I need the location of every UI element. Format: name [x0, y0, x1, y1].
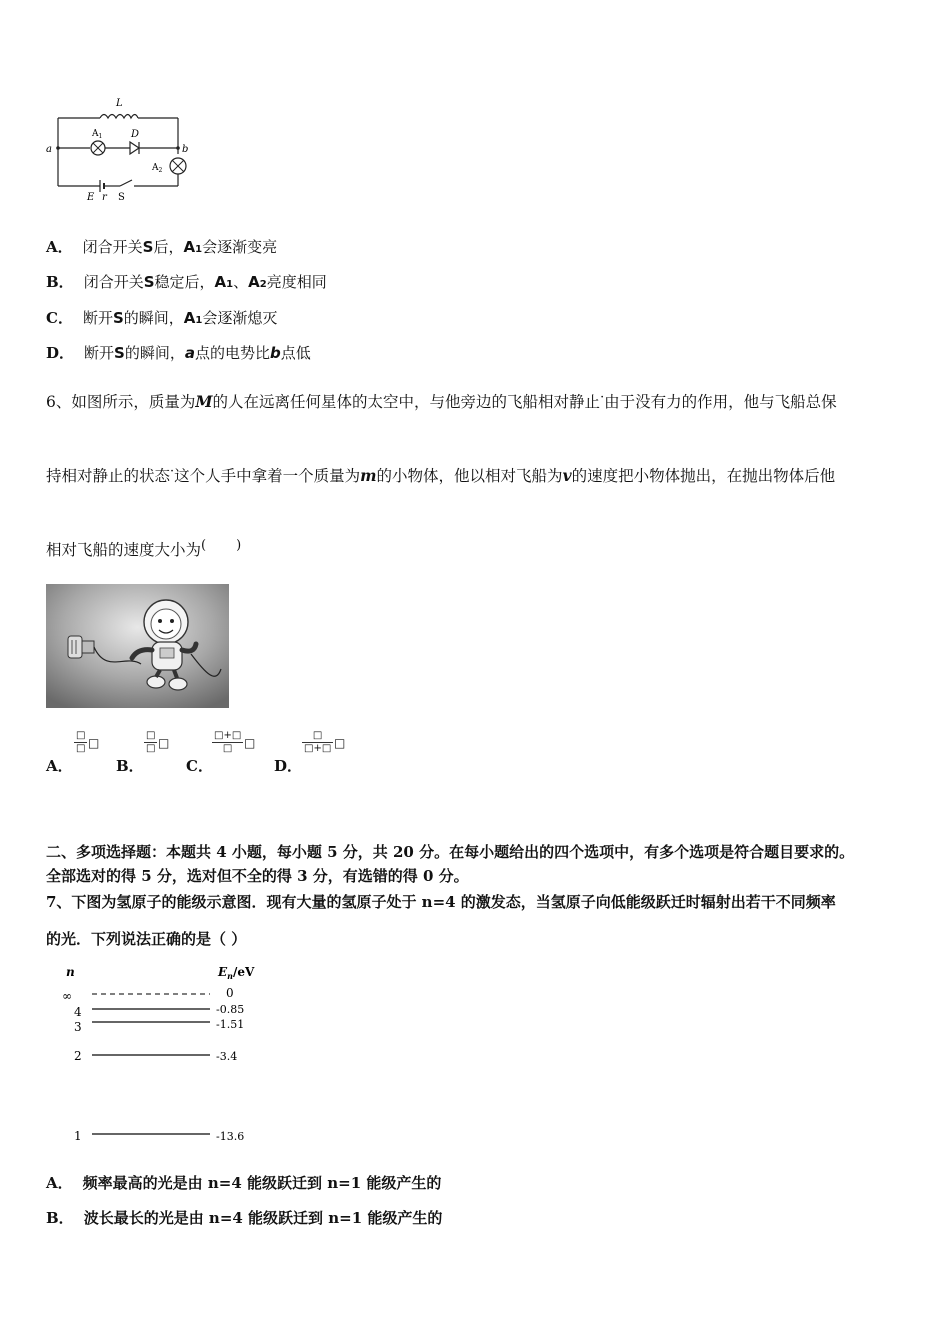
level-n-4: 4: [74, 1005, 82, 1019]
label-r: r: [102, 192, 107, 203]
inductor-coil: [100, 115, 138, 119]
q7-option-b: B． 波长最长的光是由 n=4 能级跃迁到 n=1 能级产生的: [46, 1209, 443, 1227]
level-n-1: 1: [74, 1129, 82, 1143]
level-e-1: -13.6: [216, 1130, 245, 1143]
q7-line-1: 7、下图为氢原子的能级示意图．现有大量的氢原子处于 n=4 的激发态，当氢原子向低能级跃迁时辐射出若干不同频率: [46, 893, 836, 911]
q5-option-a: A． 闭合开关S后，A1会逐渐变亮: [46, 238, 278, 256]
q6-option-b-fraction: □ □: [146, 730, 156, 754]
q6-line-2: 持相对静止的状态·这个人手中拿着一个质量为m的小物体，他以相对飞船为v的速度把小物体抛出，在抛出物体后他: [46, 464, 836, 486]
label-L: L: [116, 98, 123, 109]
q7-option-a: A． 频率最高的光是由 n=4 能级跃迁到 n=1 能级产生的: [46, 1174, 442, 1192]
circuit-diagram: [40, 96, 200, 206]
level-e-2: -3.4: [216, 1050, 238, 1063]
level-n-3: 3: [74, 1020, 82, 1034]
diode-symbol: [130, 142, 139, 154]
q6-line-1: 6、如图所示，质量为M的人在远离任何星体的太空中，与他旁边的飞船相对静止·由于没有力的作用，他与飞船总保: [46, 390, 837, 412]
level-e-inf: 0: [226, 986, 234, 1000]
level-n-2: 2: [74, 1049, 82, 1063]
q5-option-c: C． 断开S的瞬间，A1会逐渐熄灭: [46, 309, 278, 327]
level-e-4: -0.85: [216, 1003, 245, 1016]
astronaut-illustration: [46, 584, 229, 708]
level-n-inf: ∞: [62, 989, 72, 1003]
label-d: D: [131, 129, 140, 140]
switch-symbol: [120, 180, 132, 186]
q5-option-d: D． 断开S的瞬间，a点的电势比b点低: [46, 344, 311, 362]
section-2-heading-line-1: 二、多项选择题：本题共 4 小题，每小题 5 分，共 20 分。在每小题给出的四个选项中，有多个选项是符合题目要求的。: [46, 843, 855, 861]
label-a: a: [46, 144, 52, 155]
header-n: n: [66, 965, 75, 979]
q7-line-2: 的光．下列说法正确的是（ ）: [46, 930, 247, 948]
section-2-heading-line-2: 全部选对的得 5 分，选对但不全的得 3 分，有选错的得 0 分。: [46, 867, 469, 885]
q6-option-c-fraction: □+□ □: [214, 730, 242, 754]
level-e-3: -1.51: [216, 1018, 245, 1031]
label-b: b: [182, 144, 189, 155]
label-e: E: [87, 192, 95, 203]
header-energy: $E_n/eV$: [218, 965, 255, 981]
q6-option-a-fraction: □ □: [76, 730, 86, 754]
energy-level-diagram: [50, 958, 290, 1150]
q5-option-b: B． 闭合开关S稳定后，A1、A2亮度相同: [46, 273, 327, 291]
label-a1: $A_1$: [92, 129, 103, 140]
label-s: S: [118, 192, 125, 203]
q6-options: A． □ □ □ B． □ □ □ C． □+□ □ □ D． □ □+□ □: [46, 730, 346, 775]
q6-line-3: 相对飞船的速度大小为( ): [46, 538, 242, 559]
q6-option-d-fraction: □ □+□: [304, 730, 332, 754]
label-a2: $A_2$: [152, 163, 163, 174]
